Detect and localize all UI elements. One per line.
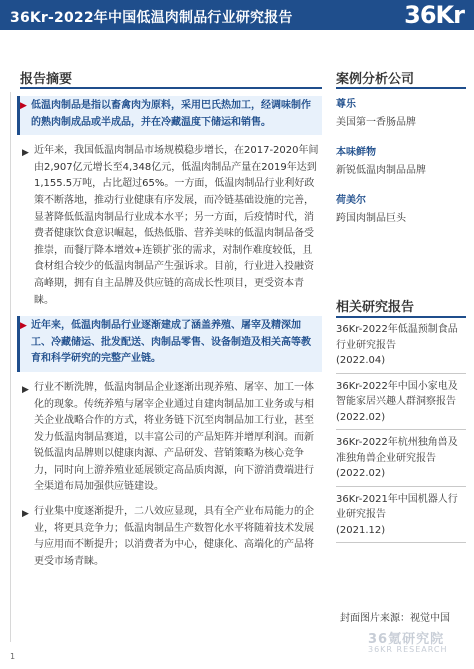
bullet-icon: ▶	[22, 148, 29, 159]
divider	[336, 486, 466, 487]
summary-paragraph-text: 行业集中度逐渐提升，二八效应显现，具有全产业布局能力的企业，将更具竞争力；低温肉制品生产数智化水平将随着技术发展与应用而不断提升；以消费者为中心，健康化、高端化的产品将更受市场青睐。	[34, 506, 314, 567]
summary-paragraph-text: 低温肉制品是指以畜禽肉为原料，采用巴氏热加工，经调味制作的熟肉制成品或半成品，并在冷藏温度下储运和销售。	[31, 100, 311, 128]
related-report-title[interactable]: 36Kr-2021年中国机器人行业研究报告	[336, 493, 458, 520]
bullet-icon: ▶	[22, 509, 29, 520]
related-report-title[interactable]: 36Kr-2022年低温预制食品行业研究报告	[336, 324, 458, 351]
cover-image-source: 封面图片来源：视觉中国	[340, 613, 450, 624]
summary-body	[20, 92, 322, 570]
summary-paragraph	[20, 504, 322, 570]
cases-heading-rule	[336, 87, 466, 89]
related-report-item[interactable]	[336, 435, 466, 482]
case-name: 本味鲜物	[336, 147, 376, 158]
related-report-title[interactable]: 36Kr-2022年杭州独角兽及准独角兽企业研究报告	[336, 437, 458, 464]
related-list	[336, 322, 466, 548]
related-report-date: (2022.02)	[336, 468, 386, 479]
related-report-date: (2022.04)	[336, 355, 386, 366]
case-description: 新锐低温肉制品品牌	[336, 165, 426, 176]
divider	[336, 429, 466, 430]
case-name: 荷美尔	[336, 195, 366, 206]
summary-paragraph-text: 行业不断洗牌，低温肉制品企业逐渐出现养殖、屠宰、加工一体化的现象。传统养殖与屠宰企业通过自建肉制品加工业务或与相关企业战略合作的方式，将业务链下沉至肉制品加工行业，甚至发力低温肉制品赛道，以丰富公司的产品矩阵并增厚利润。而新锐低温肉品牌则以健康肉源、产品研发、营销策略为核心竞争力，同时向上游养殖业延展锁定高品质肉源，向下游消费端进行全渠道布局加强供应链建设。	[34, 381, 314, 493]
summary-heading: 报告摘要	[20, 72, 73, 87]
summary-paragraph	[20, 380, 322, 496]
summary-paragraph-text: 近年来，低温肉制品行业逐渐建成了涵盖养殖、屠宰及精深加工、冷藏储运、批发配送、肉制品零售、设备制造及相关高等教育和科学研究的完整产业链。	[31, 320, 311, 365]
summary-paragraph	[17, 316, 322, 372]
cases-list	[336, 98, 466, 226]
bullet-icon: ▶	[20, 321, 27, 332]
related-report-date: (2021.12)	[336, 524, 386, 536]
summary-heading-rule	[20, 87, 322, 89]
bullet-icon: ▶	[20, 101, 27, 111]
case-description: 跨国肉制品巨头	[336, 213, 406, 224]
report-title: 36Kr-2022年中国低温肉制品行业研究报告	[10, 10, 293, 26]
case-name: 尊乐	[336, 99, 356, 110]
case-item	[336, 98, 466, 130]
case-item	[336, 146, 466, 178]
bullet-icon: ▶	[22, 384, 29, 395]
related-report-item[interactable]	[336, 379, 466, 426]
page-number: 1	[10, 652, 16, 661]
divider	[336, 373, 466, 374]
watermark-logo: 36氪研究院	[368, 632, 445, 647]
brand-logo: 36Kr	[404, 1, 464, 29]
related-report-title[interactable]: 36Kr-2022年中国小家电及智能家居兴趣人群洞察报告	[336, 380, 458, 407]
header-bar	[0, 0, 474, 30]
cases-heading: 案例分析公司	[336, 72, 415, 87]
related-report-date: (2022.02)	[336, 411, 386, 423]
related-heading-rule	[336, 316, 466, 318]
divider	[336, 542, 466, 543]
left-margin-rule	[10, 92, 11, 642]
watermark-subtitle: 36KR RESEARCH	[368, 645, 448, 654]
summary-paragraph-text: 近年来，我国低温肉制品市场规模稳步增长，在2017-2020年间由2,907亿元增长至4,348亿元，低温肉制品产量在2019年达到1,155.5万吨，占比超过65%。一方面，低温肉制品行业利好政策不断落地，推动行业健康有序发展，而冷链基础设施的完善，显著降低低温肉制品行业成本水平；另一方面，后疫情时代，消费者健康饮食意识崛起，低热低脂、营养美味的低温肉制品备受推崇，而餐厅降本增效+连锁扩张的需求，对制作难度较低，且食材组合较少的低温肉制品产生强诉求。目前，行业进入投融资高峰期，拥有自主品牌及供应链的高成长性项目，更受资本青睐。	[34, 145, 319, 306]
summary-paragraph	[17, 96, 322, 135]
summary-paragraph	[20, 143, 322, 309]
case-item	[336, 194, 466, 226]
case-description: 美国第一香肠品牌	[336, 117, 416, 128]
related-heading: 相关研究报告	[336, 300, 415, 315]
related-report-item[interactable]	[336, 492, 466, 539]
related-report-item[interactable]	[336, 322, 466, 369]
